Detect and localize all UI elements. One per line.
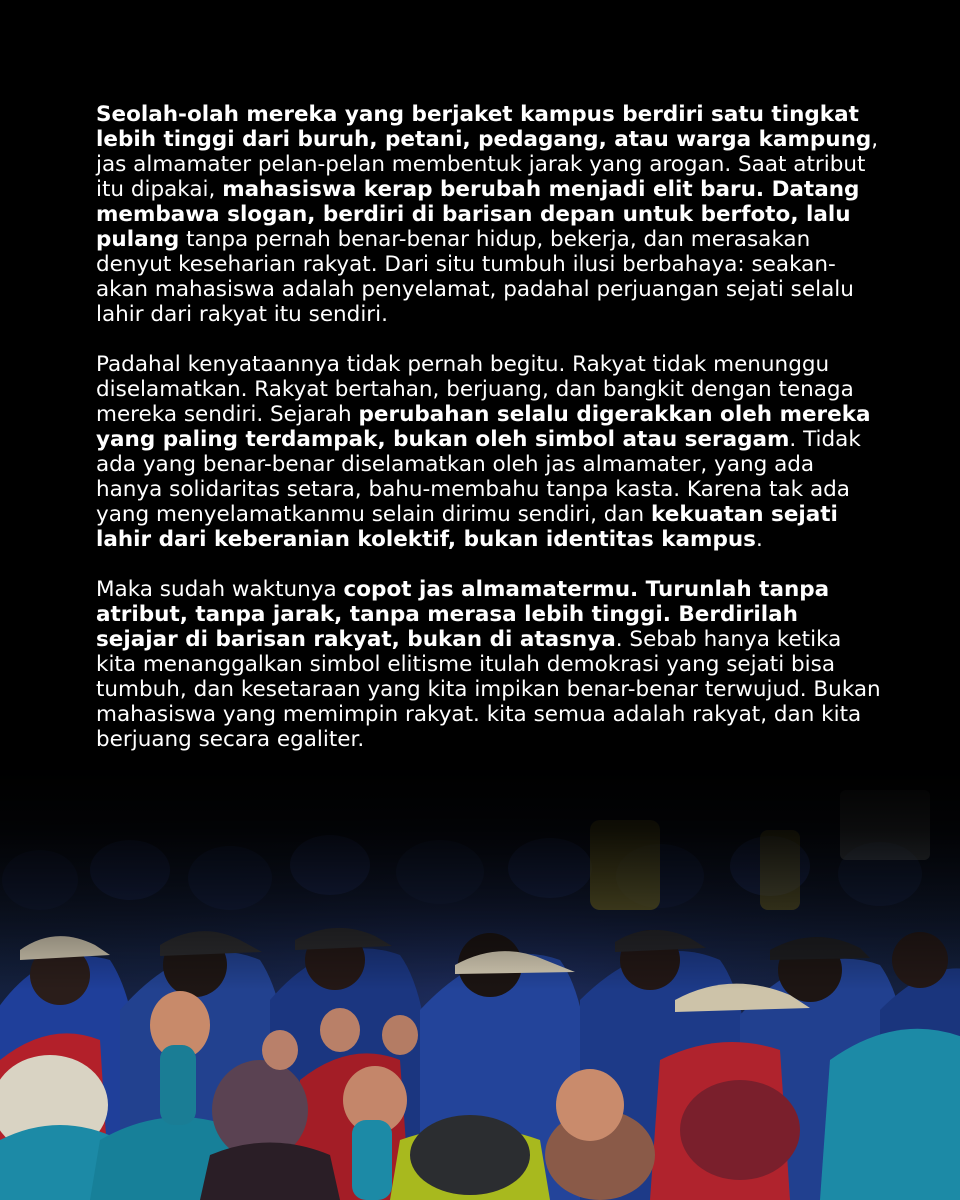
paragraph-1-text-1: , jas almamater pelan-pelan membentuk jarak yang arogan. Saat atribut itu dipakai, (96, 127, 879, 202)
paragraph-2-text-2: . Tidak ada yang benar-benar diselamatkan oleh jas almamater, yang ada hanya solidaritas setara, bahu-membahu tanpa kasta. Karena tak ada yang menyelamatkanmu selain dirimu sendiri, dan (96, 427, 861, 527)
essay-paragraph-2 (96, 352, 886, 552)
paragraph-1-bold-1: Seolah-olah mereka yang berjaket kampus berdiri satu tingkat lebih tinggi dari buruh, petani, pedagang, atau warga kampung (96, 102, 872, 152)
paragraph-1-text-2: tanpa pernah benar-benar hidup, bekerja, dan merasakan denyut keseharian rakyat. Dari situ tumbuh ilusi berbahaya: seakan-akan mahasiswa adalah penyelamat, padahal perjuangan sejati selalu lahir dari rakyat itu sendiri. (96, 227, 854, 327)
paragraph-3-text-2: . Sebab hanya ketika kita menanggalkan simbol elitisme itulah demokrasi yang sejati bisa tumbuh, dan kesetaraan yang kita impikan benar-benar terwujud. Bukan mahasiswa yang memimpin rakyat. kita semua adalah rakyat, dan kita berjuang secara egaliter. (96, 627, 881, 752)
paragraph-2-text-3: . (755, 527, 763, 552)
paragraph-2-text-1: Padahal kenyataannya tidak pernah begitu. Rakyat tidak menunggu diselamatkan. Rakyat bertahan, berjuang, dan bangkit dengan tenaga mereka sendiri. Sejarah (96, 352, 854, 427)
essay-text (96, 102, 886, 777)
paragraph-1-bold-2: mahasiswa kerap berubah menjadi elit baru. Datang membawa slogan, berdiri di barisan depan untuk berfoto, lalu pulang (96, 177, 860, 252)
essay-paragraph-1 (96, 102, 886, 327)
crowd-illustration (0, 760, 960, 1200)
paragraph-2-bold-2: kekuatan sejati lahir dari keberanian kolektif, bukan identitas kampus (96, 502, 838, 552)
paragraph-2-bold-1: perubahan selalu digerakkan oleh mereka yang paling terdampak, bukan oleh simbol atau seragam (96, 402, 871, 452)
essay-paragraph-3 (96, 577, 886, 752)
paragraph-3-bold-1: copot jas almamatermu. Turunlah tanpa atribut, tanpa jarak, tanpa merasa lebih tinggi. Berdirilah sejajar di barisan rakyat, bukan di atasnya (96, 577, 830, 652)
crowd-protest-photo (0, 760, 960, 1200)
paragraph-3-text-1: Maka sudah waktunya (96, 577, 344, 602)
